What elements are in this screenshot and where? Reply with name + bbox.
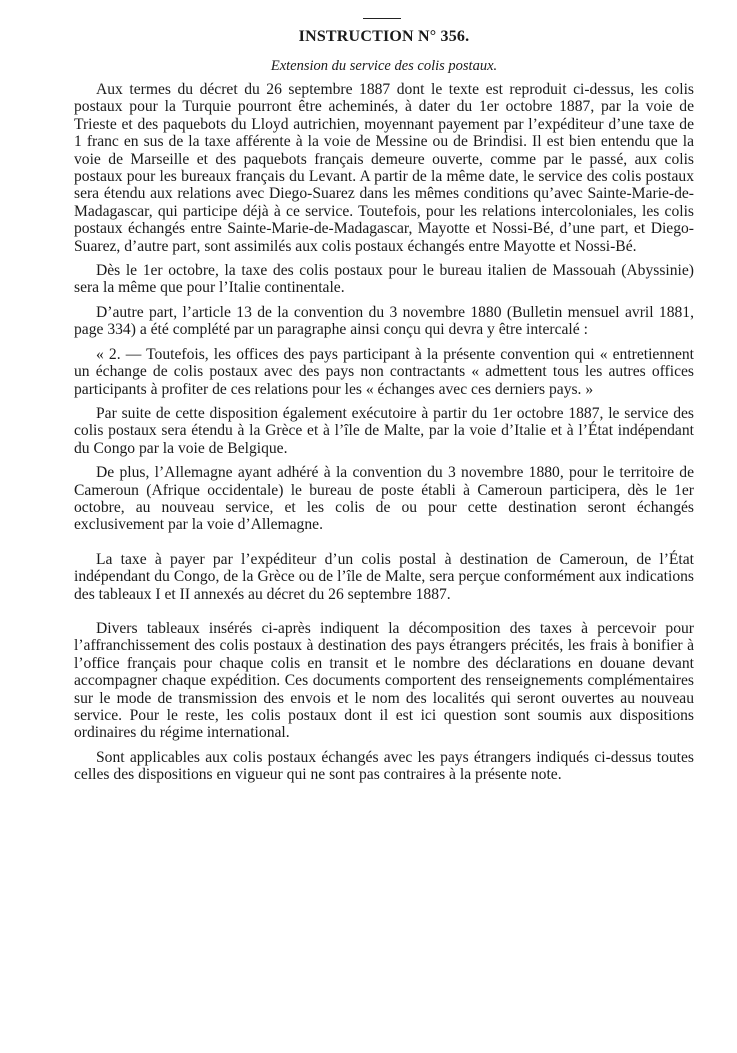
paragraph-massouah: Dès le 1er octobre, la taxe des colis postaux pour le bureau italien de Massouah (Abyssinie) sera la même que pour l’Italie continentale. bbox=[74, 262, 694, 297]
top-rule bbox=[363, 18, 401, 19]
paragraph-quoted-clause: « 2. — Toutefois, les offices des pays participant à la présente convention qui « entretiennent un échange de colis postaux avec des pays non contractants « admettent tous les autres offices participants à profiter de ces relations pour les « échanges avec ces derniers pays. » bbox=[74, 345, 694, 398]
paragraph-grece-malte-congo: Par suite de cette disposition également exécutoire à partir du 1er octobre 1887, le service des colis postaux sera étendu à la Grèce et à l’île de Malte, par la voie d’Italie et à l’État indépendant du Congo par la voie de Belgique. bbox=[74, 404, 694, 457]
paragraph-dispositions: Sont applicables aux colis postaux échangés avec les pays étrangers indiqués ci-dessus toutes celles des dispositions en vigueur qui ne sont pas contraires à la présente note. bbox=[74, 748, 694, 784]
document-body bbox=[74, 81, 694, 784]
instruction-heading: INSTRUCTION N° 356. bbox=[298, 28, 470, 45]
paragraph-taxe: La taxe à payer par l’expéditeur d’un colis postal à destination de Cameroun, de l’État indépendant du Congo, de la Grèce ou de l’île de Malte, sera perçue conformément aux indications des tableaux I et II annexés au décret du 26 septembre 1887. bbox=[74, 550, 694, 603]
paragraph-cameroun: De plus, l’Allemagne ayant adhéré à la convention du 3 novembre 1880, pour le territoire de Cameroun (Afrique occidentale) le bureau de poste établi à Cameroun participera, dès le 1er octobre, au nouveau service, et les colis de ou pour cette destination seront échangés exclusivement par la voie d’Allemagne. bbox=[74, 464, 694, 534]
document-page bbox=[74, 18, 694, 784]
instruction-subheading: Extension du service des colis postaux. bbox=[270, 58, 498, 74]
paragraph-tableaux: Divers tableaux insérés ci-après indiquent la décomposition des taxes à percevoir pour l’affranchissement des colis postaux à destination des pays étrangers précités, les frais à bonifier à l’office français pour chaque colis en transit et le nombre des déclarations en douane devant accompagner chaque expédition. Ces documents comportent des renseignements complémentaires sur le mode de transmission des envois et le nom des localités qui seront ouvertes au nouveau service. Pour le reste, les colis postaux dont il est ici question sont soumis aux dispositions ordinaires du régime international. bbox=[74, 619, 694, 742]
paragraph-turquie: Aux termes du décret du 26 septembre 1887 dont le texte est reproduit ci-dessus, les colis postaux pour la Turquie pourront être acheminés, à dater du 1er octobre 1887, par la voie de Trieste et des paquebots du Lloyd autrichien, moyennant payement par l’expéditeur d’une taxe de 1 franc en sus de la taxe afférente à la voie de Messine ou de Brindisi. Il est bien entendu que la voie de Marseille et des paquebots français demeure ouverte, comme par le passé, aux colis postaux pour les bureaux français du Levant. A partir de la même date, le service des colis postaux sera étendu aux relations avec Diego-Suarez dans les mêmes conditions qu’avec Sainte-Marie-de-Madagascar, qui participe déjà à ce service. Toutefois, pour les relations intercoloniales, les colis postaux échangés entre Sainte-Marie-de-Madagascar, Mayotte et Nossi-Bé, d’une part, et Diego-Suarez, d’autre part, sont assimilés aux colis postaux échangés entre Mayotte et Nossi-Bé. bbox=[74, 81, 694, 255]
paragraph-article-13: D’autre part, l’article 13 de la convention du 3 novembre 1880 (Bulletin mensuel avril 1881, page 334) a été complété par un paragraphe ainsi conçu qui devra y être intercalé : bbox=[74, 303, 694, 339]
